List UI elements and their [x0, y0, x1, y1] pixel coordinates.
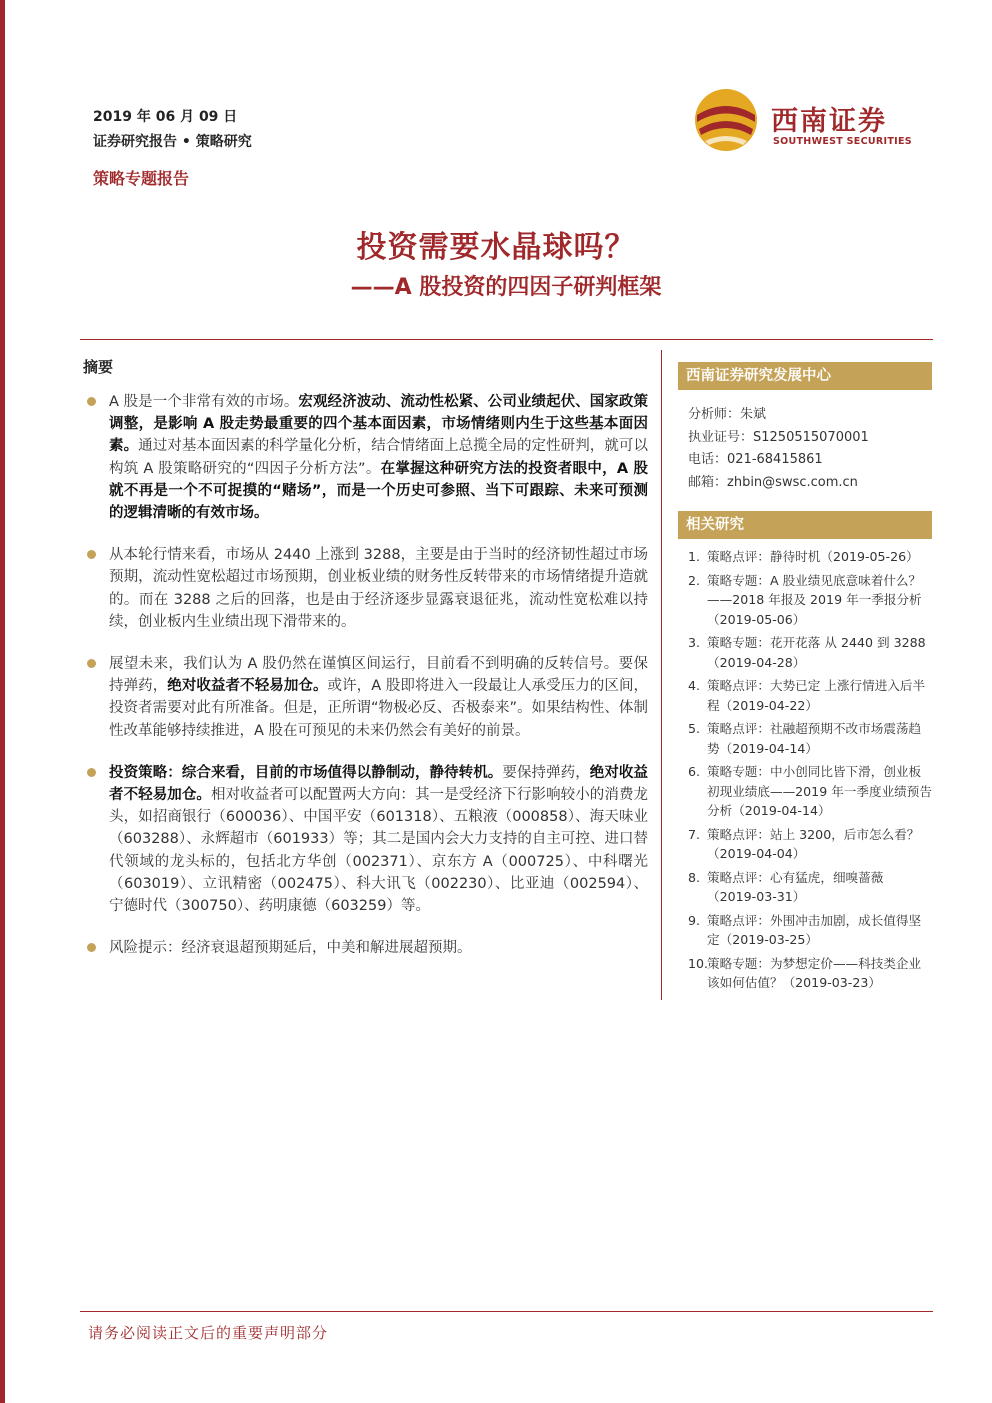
sidebar: [678, 362, 932, 997]
related-item-number: 3.: [688, 635, 701, 650]
bullet-dot-icon: [87, 659, 96, 668]
related-item-number: 2.: [688, 572, 701, 588]
report-date: 2019 年 06 月 09 日: [93, 109, 238, 125]
related-research-item[interactable]: [688, 762, 932, 821]
related-item-title: 策略专题：A 股业绩见底意味着什么？——2018 年报及 2019 年一季报分析（2019-05-06）: [707, 572, 922, 627]
body-text: 展望未来，我们认为 A 股仍然在谨慎区间运行，目前看不到明确的反转信号。要保持弹药，: [109, 656, 648, 695]
related-item-number: 7.: [688, 826, 701, 842]
related-research-header: 相关研究: [678, 511, 932, 539]
body-text: 相对收益者可以配置两大方向：其一是受经济下行影响较小的消费龙头，如招商银行（600036）、中国平安（601318）、五粮液（000858）、海天味业（603288）、永辉超市（601933）等；其二是国内会大力支持的自主可控、进口替代领域的龙头标的，包括北方华创（002371）、京东方 A（000725）、中科曙光（603019）、立讯精密（002475）、科大讯飞（002230）、比亚迪（002594）、宁德时代（300750）、药明康德（603259）等。: [109, 787, 649, 915]
related-research-item[interactable]: [688, 676, 932, 715]
bullet-dot-icon: [87, 943, 96, 952]
related-research-item[interactable]: [688, 911, 932, 950]
bullet-dot-icon: [87, 550, 96, 559]
related-item-title: 策略专题：花开花落 从 2440 到 3288（2019-04-28）: [707, 635, 926, 670]
analyst-email[interactable]: 邮箱：zhbin@swsc.com.cn: [688, 474, 858, 490]
report-title: 投资需要水晶球吗？: [356, 230, 636, 265]
report-category: 策略专题报告: [93, 169, 190, 188]
analyst-license: 执业证号：S1250515070001: [688, 429, 869, 445]
emphasis-text: 绝对收益者不轻易加仓。: [167, 678, 328, 695]
related-research-item[interactable]: [688, 547, 932, 567]
summary-paragraph: [83, 937, 648, 959]
related-item-title: 策略点评：社融超预期不改市场震荡趋势（2019-04-14）: [707, 721, 922, 756]
related-research-item[interactable]: [688, 868, 932, 907]
summary-body: [83, 391, 648, 959]
logo-name-cn: 西南证券: [771, 106, 887, 137]
analyst-name: 分析师：朱斌: [688, 407, 767, 422]
research-center-header: 西南证券研究发展中心: [678, 362, 932, 390]
related-item-title: 策略专题：中小创同比皆下滑，创业板初现业绩底——2019 年一季度业绩预告分析（2019-04-14）: [707, 764, 932, 818]
related-research-item[interactable]: [688, 571, 932, 630]
logo-name-en: SOUTHWEST SECURITIES: [773, 136, 912, 147]
analyst-phone: 电话：021-68415861: [688, 452, 823, 467]
related-research-list: [688, 547, 932, 993]
related-item-number: 5.: [688, 721, 701, 736]
bullet-dot-icon: [87, 768, 96, 777]
emphasis-text: 在掌握这种研究方法的投资者眼中，A 股就不再是一个不可捉摸的“赌场”，而是一个历史可参照、当下可跟踪、未来可预测的逻辑清晰的有效市场。: [109, 460, 648, 522]
summary-paragraph: [83, 653, 648, 742]
related-research-item[interactable]: [688, 954, 932, 993]
top-divider: [80, 339, 933, 340]
related-item-number: 6.: [688, 764, 701, 779]
related-item-number: 1.: [688, 549, 701, 564]
related-item-title: 策略点评：大势已定 上涨行情进入后半程（2019-04-22）: [707, 678, 926, 713]
related-item-number: 8.: [688, 869, 701, 885]
related-item-number: 4.: [688, 678, 701, 693]
report-subtitle: ——A 股投资的四因子研判框架: [350, 275, 662, 300]
related-item-number: 10.: [688, 955, 709, 971]
related-item-title: 策略点评：心有猛虎，细嗅蔷薇（2019-03-31）: [707, 869, 884, 904]
body-text: 或许，A 股即将进入一段最让人承受压力的区间，投资者需要对此有所准备。但是，正所谓“物极必反、否极泰来”。如果结构性、体制性改革能够持续推进，A 股在可预见的未来仍然会有美好的前景。: [109, 678, 649, 739]
related-research-item[interactable]: [688, 633, 932, 672]
related-item-title: 策略点评：静待时机（2019-05-26）: [707, 549, 919, 564]
related-item-title: 策略点评：站上 3200，后市怎么看？（2019-04-04）: [707, 826, 920, 861]
report-type: 证券研究报告 • 策略研究: [93, 134, 252, 150]
summary-paragraph: [83, 391, 648, 524]
emphasis-text: 投资策略：综合来看，目前的市场值得以静制动，静待转机。: [109, 764, 503, 781]
body-text: 风险提示：经济衰退超预期延后，中美和解进展超预期。: [109, 940, 472, 957]
body-text: A 股是一个非常有效的市场。: [109, 394, 299, 410]
analyst-info: [688, 404, 932, 494]
company-logo: [693, 85, 933, 155]
body-text: 通过对基本面因素的科学量化分析，结合情绪面上总揽全局的定性研判，就可以构筑 A 股策略研究的“四因子分析方法”。: [109, 438, 648, 477]
summary-section: [83, 356, 648, 979]
related-item-title: 策略专题：为梦想定价——科技类企业该如何估值？（2019-03-23）: [707, 955, 922, 990]
summary-paragraph: [83, 762, 648, 917]
related-item-number: 9.: [688, 912, 701, 928]
body-text: 从本轮行情来看，市场从 2440 上涨到 3288，主要是由于当时的经济韧性超过市场预期，流动性宽松超过市场预期，创业板业绩的财务性反转带来的市场情绪提升造就的。而在 3288 之后的回落，也是由于经济逐步显露衰退征兆，流动性宽松难以持续，创业板内生业绩出现下滑带来的。: [109, 547, 648, 630]
summary-heading: 摘要: [83, 358, 114, 376]
emphasis-text: 绝对收益者不轻易加仓。: [109, 764, 649, 804]
column-divider: [661, 350, 662, 1000]
bottom-divider: [80, 1311, 933, 1312]
related-item-title: 策略点评：外围冲击加剧，成长值得坚定（2019-03-25）: [707, 912, 922, 947]
bullet-dot-icon: [87, 397, 96, 406]
emphasis-text: 宏观经济波动、流动性松紧、公司业绩起伏、国家政策调整，是影响 A 股走势最重要的四个基本面因素，市场情绪则内生于这些基本面因素。: [109, 394, 648, 455]
page-edge-bar: [0, 0, 5, 1403]
disclaimer-notice: 请务必阅读正文后的重要声明部分: [88, 1324, 329, 1342]
logo-emblem-icon: [693, 85, 763, 155]
summary-paragraph: [83, 544, 648, 633]
body-text: 要保持弹药，: [502, 764, 590, 781]
related-research-item[interactable]: [688, 825, 932, 864]
related-research-item[interactable]: [688, 719, 932, 758]
